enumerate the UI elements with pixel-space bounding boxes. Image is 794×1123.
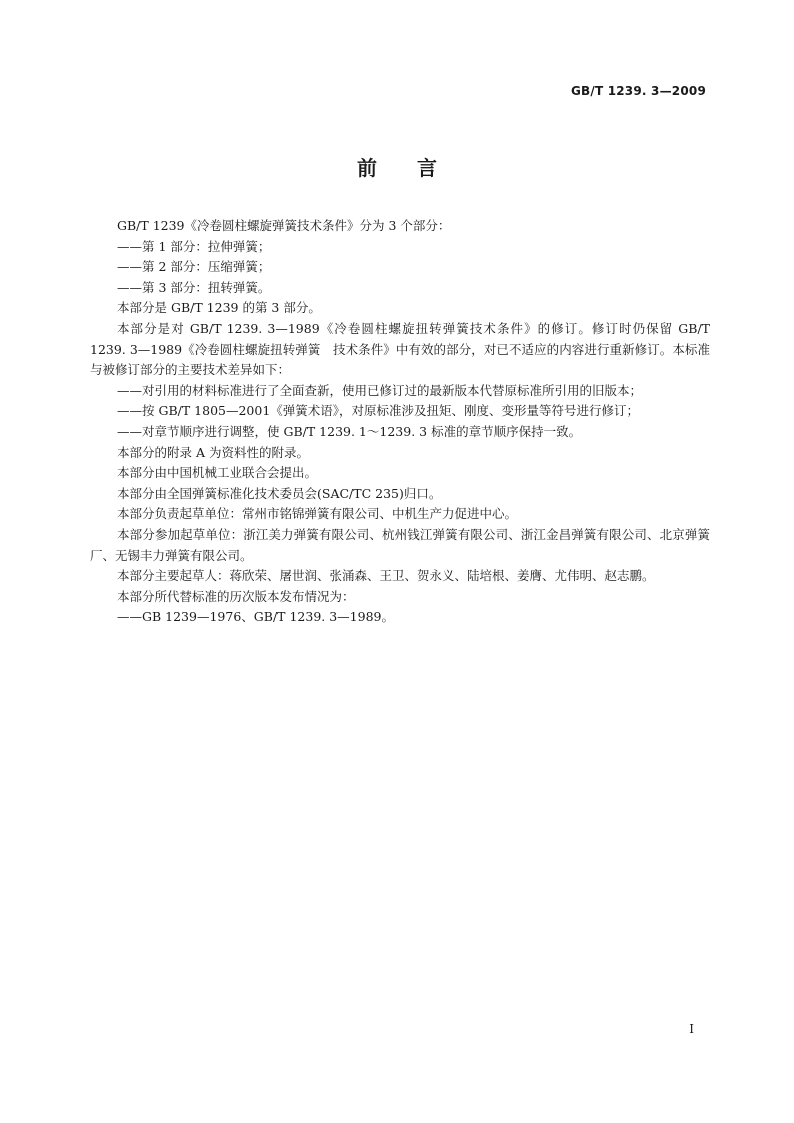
paragraph: 本部分所代替标准的历次版本发布情况为： <box>117 588 355 604</box>
paragraph: 本部分由全国弹簧标准化技术委员会(SAC/TC 235)归口。 <box>117 485 442 501</box>
paragraph: 本部分负责起草单位：常州市铭锦弹簧有限公司、中机生产力促进中心。 <box>117 506 518 522</box>
paragraph: 本部分的附录 A 为资料性的附录。 <box>117 444 309 460</box>
paragraph: ——第 3 部分：扭转弹簧。 <box>117 279 271 295</box>
paragraph: ——对章节顺序进行调整，使 GB/T 1239. 1～1239. 3 标准的章节顺序保持一致。 <box>117 423 582 439</box>
paragraph: GB/T 1239《冷卷圆柱螺旋弹簧技术条件》分为 3 个部分： <box>117 218 451 233</box>
paragraph: 本部分主要起草人：蒋欣荣、屠世润、张涌森、王卫、贺永义、陆培根、姜膺、尤伟明、赵志鹏。 <box>117 568 655 584</box>
paragraph: 本部分是 GB/T 1239 的第 3 部分。 <box>117 300 321 316</box>
page-number: I <box>689 1022 694 1036</box>
paragraph: 本部分由中国机械工业联合会提出。 <box>117 465 318 481</box>
paragraph: ——对引用的材料标准进行了全面查新，使用已修订过的最新版本代替原标准所引用的旧版本； <box>117 382 643 398</box>
paragraph: ——按 GB/T 1805—2001《弹簧术语》，对原标准涉及扭矩、刚度、变形量等符号进行修订； <box>117 403 640 419</box>
paragraph: 本部分参加起草单位：浙江美力弹簧有限公司、杭州钱江弹簧有限公司、浙江金昌弹簧有限公司、北京弹簧厂、无锡丰力弹簧有限公司。 <box>90 526 710 563</box>
page-title: 前言 <box>357 156 477 180</box>
paragraph: ——第 1 部分：拉伸弹簧； <box>117 238 271 254</box>
foreword-body <box>90 216 710 628</box>
paragraph: ——第 2 部分：压缩弹簧； <box>117 259 271 275</box>
paragraph: ——GB 1239—1976、GB/T 1239. 3—1989。 <box>117 609 394 625</box>
standard-code: GB/T 1239. 3—2009 <box>570 84 706 98</box>
paragraph: 本部分是对 GB/T 1239. 3—1989《冷卷圆柱螺旋扭转弹簧技术条件》的修订。修订时仍保留 GB/T 1239. 3—1989《冷卷圆柱螺旋扭转弹簧 技术条件》中有效的部分，对已不适应的内容进行重新修订。本标准与被修订部分的主要技术差异如下： <box>90 320 710 378</box>
